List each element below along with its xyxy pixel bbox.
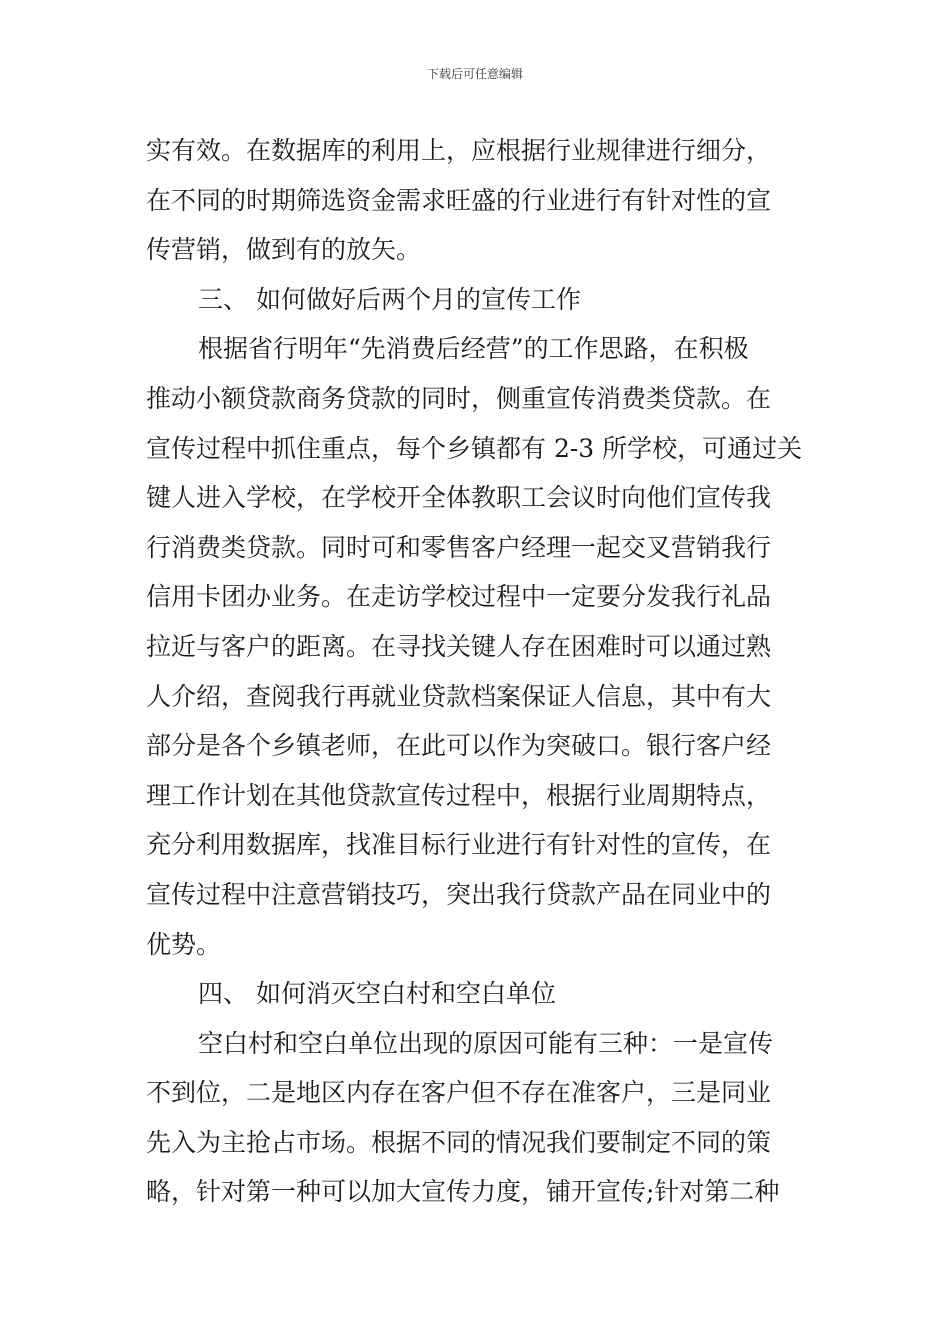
text-line: 先入为主抢占市场。根据不同的情况我们要制定不同的策: [146, 1127, 772, 1157]
document-body: [146, 126, 810, 1217]
text-line: 在不同的时期筛选资金需求旺盛的行业进行有针对性的宣: [146, 185, 772, 215]
text-line: 实有效。在数据库的利用上，应根据行业规律进行细分，: [146, 136, 772, 165]
text-line: 推动小额贷款商务贷款的同时，侧重宣传消费类贷款。在: [146, 383, 772, 413]
text-line: 宣传过程中注意营销技巧，突出我行贷款产品在同业中的: [146, 879, 772, 909]
text-line: 四、 如何消灭空白村和空白单位: [198, 979, 556, 1009]
text-line: 优势。: [146, 929, 222, 959]
page-header: 下载后可任意编辑: [426, 67, 523, 81]
text-line: 理工作计划在其他贷款宣传过程中，根据行业周期特点，: [146, 780, 772, 810]
text-line: 行消费类贷款。同时可和零售客户经理一起交叉营销我行: [146, 532, 772, 562]
text-line: 充分利用数据库，找准目标行业进行有针对性的宣传，在: [146, 830, 772, 860]
text-line: 空白村和空白单位出现的原因可能有三种：一是宣传: [198, 1028, 774, 1058]
text-line: 人介绍，查阅我行再就业贷款档案保证人信息，其中有大: [146, 681, 772, 711]
text-line: 键人进入学校，在学校开全体教职工会议时向他们宣传我: [146, 483, 772, 513]
text-line: 信用卡团办业务。在走访学校过程中一定要分发我行礼品: [146, 582, 772, 612]
text-line: 三、 如何做好后两个月的宣传工作: [198, 284, 581, 314]
text-line: 略，针对第一种可以加大宣传力度，铺开宣传;针对第二种: [146, 1177, 780, 1207]
text-line: 根据省行明年“先消费后经营”的工作思路，在积极: [198, 334, 749, 364]
text-line: 传营销，做到有的放矢。: [146, 235, 422, 265]
text-line: 宣传过程中抓住重点，每个乡镇都有 2-3 所学校，可通过关: [146, 433, 803, 463]
text-line: 不到位，二是地区内存在客户但不存在准客户，三是同业: [146, 1078, 772, 1108]
text-line: 部分是各个乡镇老师，在此可以作为突破口。银行客户经: [146, 731, 772, 761]
text-line: 拉近与客户的距离。在寻找关键人存在困难时可以通过熟: [146, 631, 772, 661]
